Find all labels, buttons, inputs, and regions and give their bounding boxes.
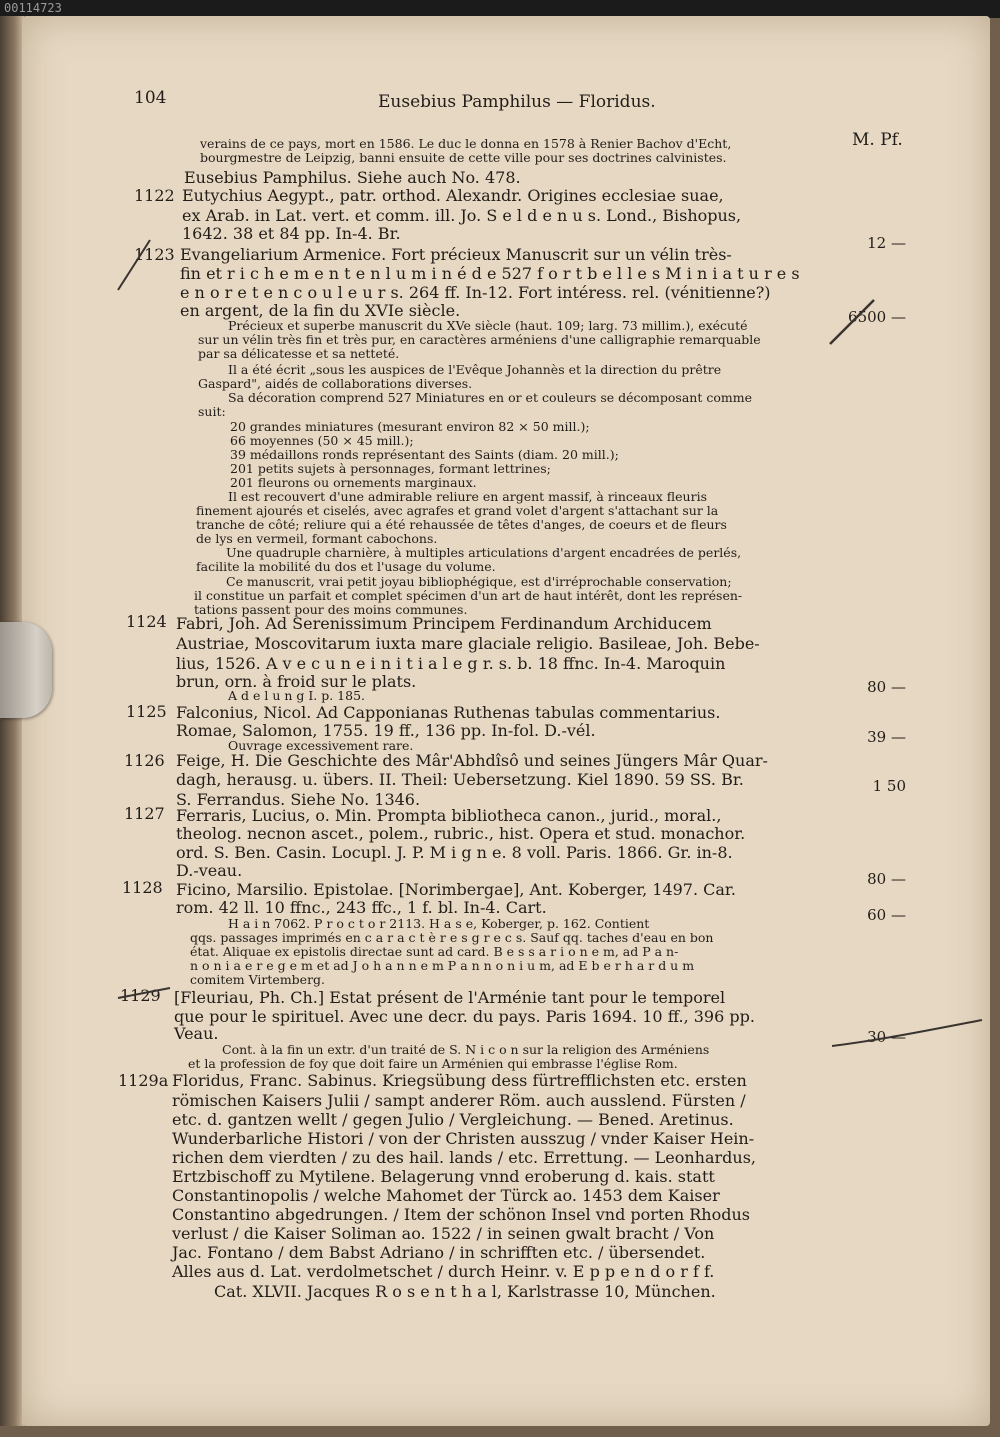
text-line: suit: [198, 404, 226, 419]
page-number: 104 [134, 88, 167, 108]
text-line: et la profession de foy que doit faire un Arménien qui embrasse l'église Rom. [188, 1056, 678, 1071]
page-title: Eusebius Pamphilus — Floridus. [378, 92, 656, 112]
text-line: Evangeliarium Armenice. Fort précieux Manuscrit sur un vélin très- [180, 245, 732, 264]
price: 80 — [867, 678, 906, 696]
text-line: bourgmestre de Leipzig, banni ensuite de cette ville pour ses doctrines calvinistes. [200, 150, 727, 165]
item-number: 1124 [126, 612, 167, 631]
text-line: römischen Kaisers Julii / sampt anderer Röm. auch ausslend. Fürsten / [172, 1091, 746, 1110]
text-line: etc. d. gantzen wellt / gegen Julio / Vergleichung. — Bened. Aretinus. [172, 1110, 734, 1129]
text-line: Sa décoration comprend 527 Miniatures en or et couleurs se décomposant comme [228, 390, 752, 405]
text-line: Constantino abgedrungen. / Item der schönon Insel vnd porten Rhodus [172, 1205, 750, 1224]
text-line: e n o r e t e n c o u l e u r s. 264 ff. In-12. Fort intéress. rel. (vénitienne?) [180, 283, 771, 302]
text-line: Eusebius Pamphilus. Siehe auch No. 478. [184, 168, 521, 187]
text-line: verains de ce pays, mort en 1586. Le duc le donna en 1578 à Renier Bachov d'Echt, [200, 136, 732, 151]
text-line: Falconius, Nicol. Ad Capponianas Ruthenas tabulas commentarius. [176, 703, 721, 722]
text-line: qqs. passages imprimés en c a r a c t è r e s g r e c s. Sauf qq. taches d'eau en bon [190, 930, 714, 945]
text-line: H a i n 7062. P r o c t o r 2113. H a s e, Koberger, p. 162. Contient [228, 916, 650, 931]
price: 39 — [867, 728, 906, 746]
item-number: 1122 [134, 186, 175, 205]
item-number: 1129a [118, 1071, 169, 1090]
text-line: brun, orn. à froid sur le plats. [176, 672, 417, 691]
text-line: A d e l u n g I. p. 185. [228, 688, 366, 703]
text-line: comitem Virtemberg. [190, 972, 326, 987]
text-line: S. Ferrandus. Siehe No. 1346. [176, 790, 421, 809]
text-line: ex Arab. in Lat. vert. et comm. ill. Jo. S e l d e n u s. Lond., Bishopus, [182, 206, 742, 225]
text-line: ord. S. Ben. Casin. Locupl. J. P. M i g n e. 8 voll. Paris. 1866. Gr. in-8. [176, 843, 733, 862]
text-line: Ertzbischoff zu Mytilene. Belagerung vnnd eroberung d. kais. statt [172, 1167, 715, 1186]
text-line: il constitue un parfait et complet spécimen d'un art de haut intérêt, dont les représen- [194, 588, 743, 603]
price: 30 — [867, 1028, 906, 1046]
text-line: 66 moyennes (50 × 45 mill.); [230, 433, 414, 448]
text-line: finement ajourés et ciselés, avec agrafes et grand volet d'argent s'attachant sur la [196, 503, 719, 518]
text-line: Romae, Salomon, 1755. 19 ff., 136 pp. In-fol. D.-vél. [176, 721, 596, 740]
text-line: Jac. Fontano / dem Babst Adriano / in schrifften etc. / übersendet. [172, 1243, 706, 1262]
text-line: Constantinopolis / welche Mahomet der Türck ao. 1453 dem Kaiser [172, 1186, 720, 1205]
text-line: 201 fleurons ou ornements marginaux. [230, 475, 477, 490]
item-number: 1129 [120, 986, 161, 1005]
text-line: Il est recouvert d'une admirable reliure en argent massif, à rinceaux fleuris [228, 489, 707, 504]
text-line: D.-veau. [176, 861, 243, 880]
text-line: fin et r i c h e m e n t e n l u m i n é d e 527 f o r t b e l l e s M i n i a t u r e s [180, 264, 800, 283]
text-line: Floridus, Franc. Sabinus. Kriegsübung dess fürtrefflichsten etc. ersten [172, 1071, 747, 1090]
text-line: Cont. à la fin un extr. d'un traité de S. N i c o n sur la religion des Arméniens [222, 1042, 710, 1057]
item-number: 1123 [134, 245, 175, 264]
text-line: Veau. [174, 1024, 219, 1043]
text-line: Il a été écrit „sous les auspices de l'Evêque Johannès et la direction du prêtre [228, 362, 722, 377]
text-line: de lys en vermeil, formant cabochons. [196, 531, 438, 546]
text-line: Feige, H. Die Geschichte des Mâr'Abhdîsô und seines Jüngers Mâr Quar- [176, 751, 768, 770]
text-line: Fabri, Joh. Ad Serenissimum Principem Ferdinandum Archiducem [176, 614, 712, 633]
text-line: richen dem vierdten / zu des hail. lands / etc. Errettung. — Leonhardus, [172, 1148, 757, 1167]
text-line: sur un vélin très fin et très pur, en caractères arméniens d'une calligraphie remarquable [198, 332, 761, 347]
text-line: Ferraris, Lucius, o. Min. Prompta bibliotheca canon., jurid., moral., [176, 806, 722, 825]
text-line: lius, 1526. A v e c u n e i n i t i a l e g r. s. b. 18 ffnc. In-4. Maroquin [176, 654, 726, 673]
text-line: theolog. necnon ascet., polem., rubric., hist. Opera et stud. monachor. [176, 824, 746, 843]
text-line: Ficino, Marsilio. Epistolae. [Norimbergae], Ant. Koberger, 1497. Car. [176, 880, 736, 899]
text-line: Gaspard", aidés de collaborations diverses. [198, 376, 473, 391]
text-line: n o n i a e r e g e m et ad J o h a n n e m P a n n o n i u m, ad E b e r h a r d u m [190, 958, 695, 973]
text-line: 39 médaillons ronds représentant des Saints (diam. 20 mill.); [230, 447, 619, 462]
text-line: facilite la mobilité du dos et l'usage du volume. [196, 559, 496, 574]
item-number: 1125 [126, 702, 167, 721]
price: 6500 — [848, 308, 906, 326]
text-line: rom. 42 ll. 10 ffnc., 243 ffc., 1 f. bl. In-4. Cart. [176, 898, 547, 917]
scan-id: 00114723 [4, 1, 62, 15]
text-line: Précieux et superbe manuscrit du XVe siècle (haut. 109; larg. 73 millim.), exécuté [228, 318, 748, 333]
price: 80 — [867, 870, 906, 888]
text-line: Eutychius Aegypt., patr. orthod. Alexandr. Origines ecclesiae suae, [182, 186, 724, 205]
price: 1 50 [872, 777, 906, 795]
book-binding [0, 16, 24, 1426]
price: 12 — [867, 234, 906, 252]
text-line: dagh, herausg. u. übers. II. Theil: Uebersetzung. Kiel 1890. 59 SS. Br. [176, 770, 744, 789]
catalog-footer: Cat. XLVII. Jacques R o s e n t h a l, Karlstrasse 10, München. [214, 1282, 716, 1301]
text-line: tranche de côté; reliure qui a été rehaussée de têtes d'anges, de coeurs et de fleurs [196, 517, 727, 532]
price: 60 — [867, 906, 906, 924]
item-number: 1128 [122, 878, 163, 897]
text-line: par sa délicatesse et sa netteté. [198, 346, 400, 361]
text-line: Ce manuscrit, vrai petit joyau bibliophégique, est d'irréprochable conservation; [226, 574, 732, 589]
text-line: 20 grandes miniatures (mesurant environ 82 × 50 mill.); [230, 419, 590, 434]
item-number: 1127 [124, 804, 165, 823]
text-line: 1642. 38 et 84 pp. In-4. Br. [182, 224, 401, 243]
page-clip [0, 622, 52, 718]
text-line: Wunderbarliche Histori / von der Christen ausszug / vnder Kaiser Hein- [172, 1129, 755, 1148]
text-line: état. Aliquae ex epistolis directae sunt ad card. B e s s a r i o n e m, ad P a n- [190, 944, 679, 959]
text-line: Ouvrage excessivement rare. [228, 738, 414, 753]
text-line: que pour le spirituel. Avec une decr. du pays. Paris 1694. 10 ff., 396 pp. [174, 1007, 755, 1026]
text-line: Alles aus d. Lat. verdolmetschet / durch Heinr. v. E p p e n d o r f f. [172, 1262, 715, 1281]
text-line: tations passent pour des moins communes. [194, 602, 468, 617]
text-line: [Fleuriau, Ph. Ch.] Estat présent de l'Arménie tant pour le temporel [174, 988, 726, 1007]
text-line: Austriae, Moscovitarum iuxta mare glaciale religio. Basileae, Joh. Bebe- [176, 634, 760, 653]
price-column-header: M. Pf. [852, 130, 903, 150]
item-number: 1126 [124, 751, 165, 770]
text-line: 201 petits sujets à personnages, formant lettrines; [230, 461, 551, 476]
text-line: en argent, de la fin du XVIe siècle. [180, 301, 461, 320]
text-line: verlust / die Kaiser Soliman ao. 1522 / in seinen gwalt bracht / Von [172, 1224, 715, 1243]
text-line: Une quadruple charnière, à multiples articulations d'argent encadrées de perlés, [226, 545, 742, 560]
